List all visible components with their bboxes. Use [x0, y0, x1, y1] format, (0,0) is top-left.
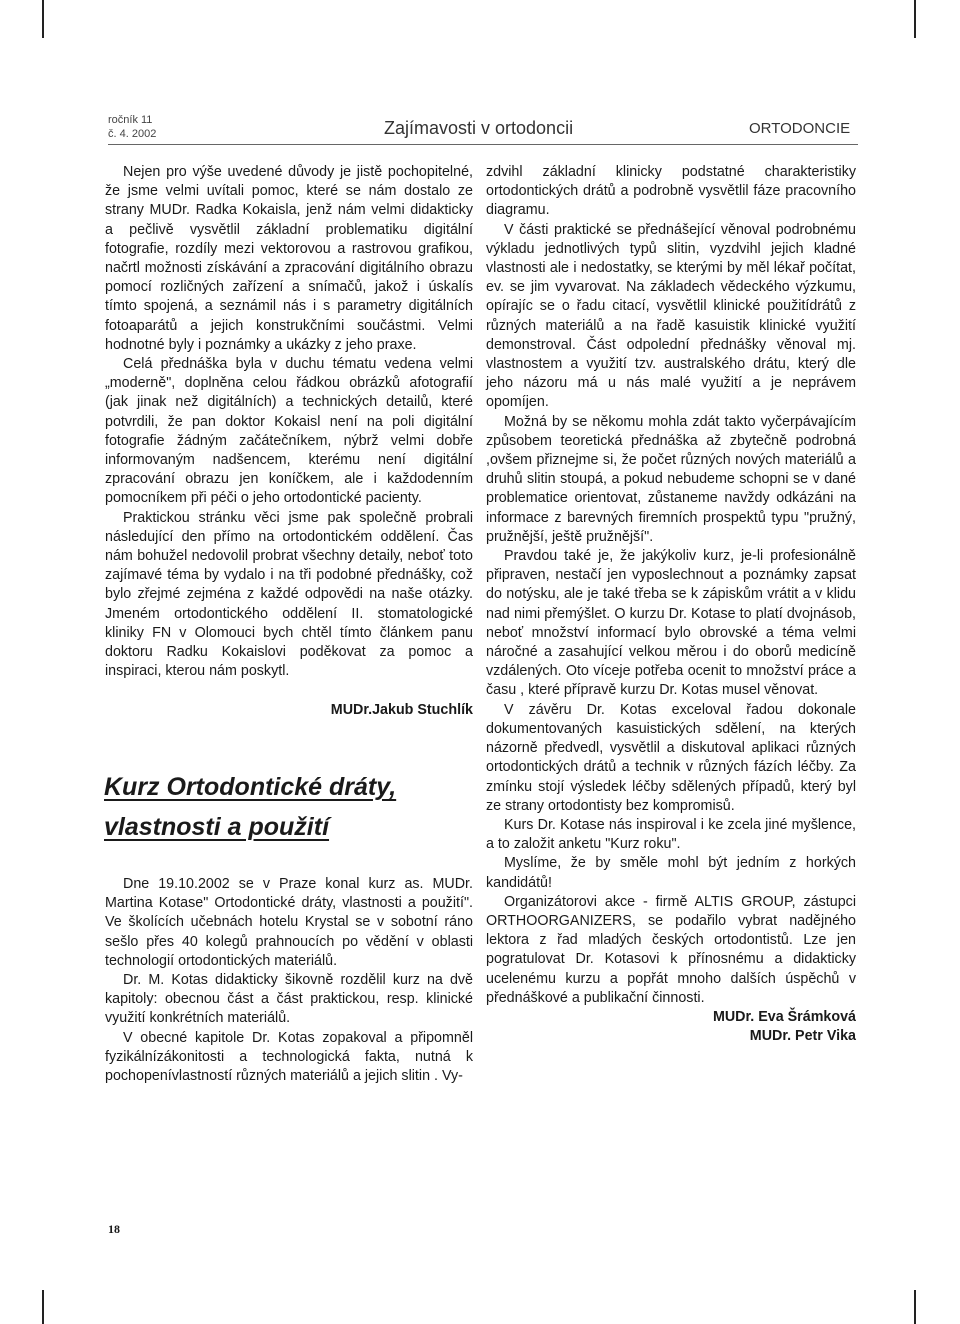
paragraph: zdvihl základní klinicky podstatné charakteristiky ortodontických drátů a podrobně vysvětlil fáze pracovního diagramu.: [486, 164, 856, 219]
paragraph: V závěru Dr. Kotas exceloval řadou dokonale dokumentovaných kasuistických sdělení, na kterých názorně předvedl, vysvětlil a diskutoval aplikaci různých ortodontických drátů a technik v různých fázích léčby. Za zmínku stojí výsledek léčby sdělených případů, který byl ze strany ortodontisty bez kompromisů.: [486, 701, 856, 814]
left-column: [105, 163, 473, 721]
section-label: ORTODONCIE: [749, 120, 851, 137]
right-column: [486, 163, 856, 1046]
paragraph: Dr. M. Kotas didakticky šikovně rozdělil kurz na dvě kapitoly: obecnou část a část praktickou, resp. klinické využití konkrétních materiálů.: [105, 972, 473, 1027]
paragraph: Kurs Dr. Kotase nás inspiroval i ke zcela jiné myšlence, a to založit anketu "Kurz roku".: [486, 816, 856, 853]
paragraph: Praktickou stránku věci jsme pak společně probrali následující den přímo na ortodontickém oddělení. Čas nám bohužel nedovolil probrat všechny detaily, neboť toto zajímavé téma by vydalo i na tři podobné přednášky, což bylo zřejmé zejména z každé odpovědi na naše otázky. Jmeném ortodontického oddělení II. stomatologické kliniky FN v Olomouci bych chtěl tímto článkem panu doktoru Radku Kokaislovi poděkovat za pomoc a inspiraci, kterou nám poskytl.: [105, 509, 473, 680]
paragraph: Organizátorovi akce - firmě ALTIS GROUP, zástupci ORTHOORGANIZERS, se podařilo vybrat nadějného lektora z řad mladých českých ortodontistů. Lze jen pogratulovat Dr. Kotasovi k přínosnému a didakticky ucelenému kurzu a popřát mnoho dalších úspěchů v přednáškové a publikační činnosti.: [486, 893, 856, 1006]
crop-mark: [42, 1290, 44, 1324]
article-heading: [104, 767, 484, 847]
author-signature: MUDr. Petr Vika: [749, 1028, 856, 1045]
paragraph: V obecné kapitole Dr. Kotas zopakoval a připomněl fyzikálnízákonitosti a technologická fakta, nutná k pochopenívlastností různých materiálů a jejich slitin . Vy-: [105, 1029, 473, 1085]
paragraph: Dne 19.10.2002 se v Praze konal kurz as. MUDr. Martina Kotase" Ortodontické dráty, vlastnosti a použití". Ve školících učebnách hotelu Krystal se v sobotní ráno sešlo přes 40 kolegů prahnoucích po vědění v oblasti technologií ortodontických materiálů.: [105, 876, 473, 969]
heading-line: vlastnosti a použití: [104, 813, 330, 841]
paragraph: Myslíme, že by směle mohl být jedním z horkých kandidátů!: [486, 855, 856, 891]
paragraph: Pravdou také je, že jakýkoliv kurz, je-li profesionálně připraven, nestačí jen vyposlechnout a poznámky zapsat do notýsku, ale je také třeba se k zápiskům vrátit a v klidu nad nimi přemýšlet. O kurzu Dr. Kotase to platí dvojnásob, neboť množství informací bylo obrovské a téma velmi náročné a zasahující velkou měrou i do oborů medicíně vzdálených. Oto víceje potřeba ocenit to množství práce a času , které přípravě kurzu Dr. Kotas musel věnovat.: [486, 548, 856, 699]
volume-label: ročník 11: [108, 114, 153, 126]
issue-label: č. 4. 2002: [108, 128, 157, 140]
paragraph: Možná by se někomu mohla zdát takto vyčerpávajícím způsobem teoretická přednáška až zbytečně podrobná ,ovšem přiznejme si, že počet různých nových materiálů a druhů slitin stoupá, a pokud nebudeme schopni se v dané problematice orientovat, zůstaneme navždy odkázáni na informace z barevných firemních prospektů typu "pružný, pružnější, ještě pružnější".: [486, 413, 856, 545]
author-signature: MUDr.Jakub Stuchlík: [330, 702, 473, 719]
crop-mark: [42, 0, 44, 38]
header-rule: [108, 144, 858, 145]
author-signature: MUDr. Eva Šrámková: [712, 1008, 856, 1025]
page-number: 18: [108, 1222, 120, 1236]
heading-line: Kurz Ortodontické dráty,: [104, 773, 397, 801]
issue-info: [108, 113, 156, 141]
crop-mark: [914, 1290, 916, 1324]
running-title: Zajímavosti v ortodoncii: [384, 118, 574, 138]
article-body: [105, 875, 473, 1086]
paragraph: V části praktické se přednášející věnoval podrobnému výkladu jednotlivých typů slitin, vyzdvihl jejich kladné vlastnosti ale i nedostatky, se kterými by měl lékař počítat, ev. se jim vyvarovat. Na základech vědeckého výzkumu, opírajíc se o řadu citací, vysvětlil klinické použitídrátů z různých materiálů a na řadě kasuistik klinické využití demonstroval. Část odpolední přednášky věnoval mj. vlastnostem a využití tzv. australského drátu, který dle jeho názoru má u nás malé využití a je neprávem opomíjen.: [486, 221, 856, 411]
crop-mark: [914, 0, 916, 38]
paragraph: Celá přednáška byla v duchu tématu vedena velmi „moderně", doplněna celou řádkou obrázků afotografií (jak jinak než digitálních) a technických detailů, které potvrdili, že pan doktor Kokaisl není na poli digitální fotografie žádným začátečníkem, nýbrž velmi dobře informovaným nadšencem, kterému není digitální zpracování obrazu jen koníčkem, ale i každodenním pomocníkem při péči o jeho ortodontické pacienty.: [105, 356, 473, 507]
paragraph: Nejen pro výše uvedené důvody je jistě pochopitelné, že jsme velmi uvítali pomoc, které se nám dostalo ze strany MUDr. Radka Kokaisla, jenž nám velmi didakticky a pečlivě vysvětlil základní problematiku digitální fotografie, rozdíly mezi vektorovou a rastrovou grafikou, načrtl možnosti získávání a zpracování digitálního obrazu pomocí rozličných zařízení a snímačů, jakož i úskalís tímto spojená, a seznámil nás i s parametry digitálních fotoaparátů a jejich konstrukčními součástmi. Velmi hodnotné byly i poznámky a ukázky z jeho praxe.: [105, 164, 473, 353]
